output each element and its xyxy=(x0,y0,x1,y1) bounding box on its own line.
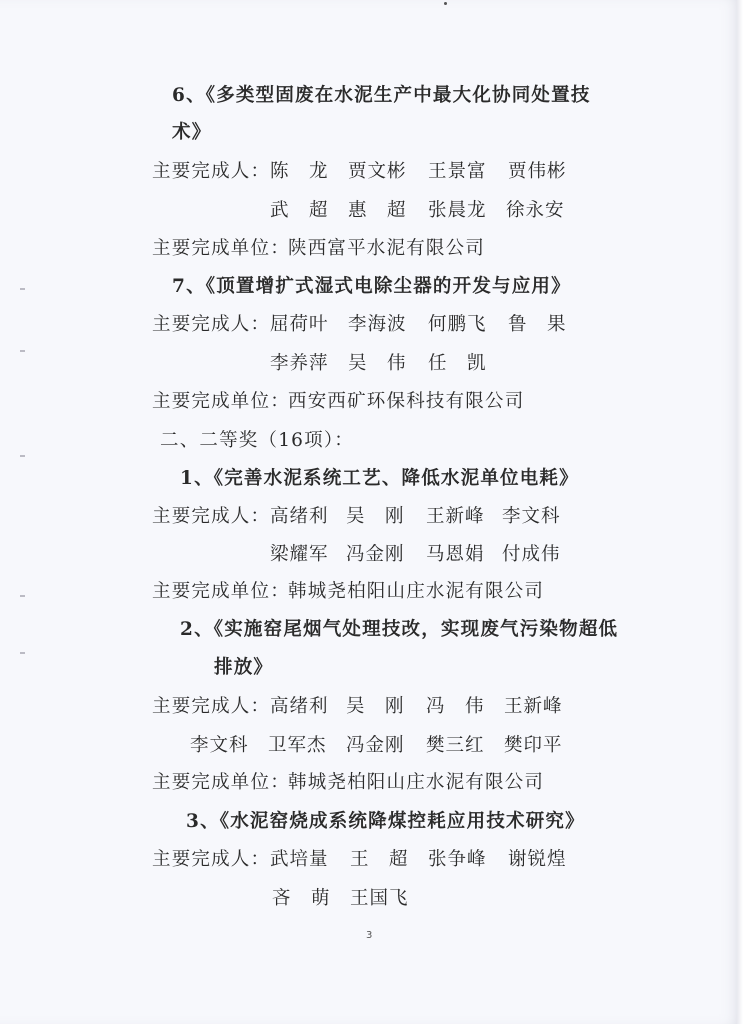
item-6-person: 贾伟彬 xyxy=(508,161,567,182)
second-item-1-person: 吴 刚 xyxy=(346,506,405,527)
page-edge-shadow xyxy=(737,0,743,1024)
punch-mark xyxy=(20,652,25,654)
second-item-2-person: 高绪利 xyxy=(270,696,329,717)
second-item-1-person: 李文科 xyxy=(502,506,561,527)
item-7-person: 吴 伟 xyxy=(348,353,407,374)
second-item-3-person: 王国飞 xyxy=(350,888,409,909)
second-item-3-person: 武培量 xyxy=(270,849,329,870)
second-item-2-people-label: 主要完成人： xyxy=(152,696,271,717)
second-item-1-person: 高绪利 xyxy=(270,506,329,527)
second-item-2-title-line2: 排放》 xyxy=(214,657,274,678)
item-6-person: 徐永安 xyxy=(506,200,565,221)
item-6-person: 贾文彬 xyxy=(348,161,407,182)
item-7-title: 7、《顶置增扩式湿式电除尘器的开发与应用》 xyxy=(172,276,571,297)
second-item-3-person: 谢锐煌 xyxy=(508,849,567,870)
second-item-2-person: 吴 刚 xyxy=(346,696,405,717)
punch-mark xyxy=(20,595,25,597)
second-item-2-title-line1: 2、《实施窑尾烟气处理技改，实现废气污染物超低 xyxy=(180,619,619,640)
item-7-people-label: 主要完成人： xyxy=(152,314,271,335)
punch-mark xyxy=(20,350,25,352)
item-7-person: 李海波 xyxy=(348,314,407,335)
item-6-unit: 陕西富平水泥有限公司 xyxy=(288,238,486,259)
second-item-1-title: 1、《完善水泥系统工艺、降低水泥单位电耗》 xyxy=(180,468,579,489)
scan-speck xyxy=(444,2,447,5)
item-7-person: 屈荷叶 xyxy=(270,314,329,335)
second-item-2-person: 樊三红 xyxy=(426,735,485,756)
second-item-2-person: 王新峰 xyxy=(504,696,563,717)
item-6-title-line2: 术》 xyxy=(172,122,212,143)
item-6-people-label: 主要完成人： xyxy=(152,161,271,182)
second-item-3-people-label: 主要完成人： xyxy=(152,849,271,870)
item-6-person: 王景富 xyxy=(428,161,487,182)
second-item-1-person: 梁耀军 xyxy=(270,544,329,565)
second-item-1-people-label: 主要完成人： xyxy=(152,506,271,527)
second-item-1-person: 冯金刚 xyxy=(346,544,405,565)
item-7-person: 任 凯 xyxy=(428,353,487,374)
second-item-2-person: 冯 伟 xyxy=(426,696,485,717)
second-item-3-person: 吝 萌 xyxy=(272,888,331,909)
item-6-person: 惠 超 xyxy=(348,200,407,221)
punch-mark xyxy=(20,288,25,290)
second-item-1-unit-label: 主要完成单位： xyxy=(152,581,290,602)
second-item-3-title: 3、《水泥窑烧成系统降煤控耗应用技术研究》 xyxy=(186,811,585,832)
second-item-2-person: 卫军杰 xyxy=(268,735,327,756)
second-item-2-unit: 韩城尧柏阳山庄水泥有限公司 xyxy=(288,772,545,793)
second-item-3-person: 张争峰 xyxy=(428,849,487,870)
second-item-2-person: 冯金刚 xyxy=(346,735,405,756)
item-6-title-line1: 6、《多类型固废在水泥生产中最大化协同处置技 xyxy=(172,85,591,106)
item-6-person: 武 超 xyxy=(270,200,329,221)
item-7-unit: 西安西矿环保科技有限公司 xyxy=(288,391,525,412)
second-item-1-person: 付成伟 xyxy=(502,544,561,565)
second-item-2-person: 李文科 xyxy=(190,735,249,756)
item-6-person: 陈 龙 xyxy=(270,161,329,182)
item-7-person: 鲁 果 xyxy=(508,314,567,335)
punch-mark xyxy=(20,455,25,457)
item-6-unit-label: 主要完成单位： xyxy=(152,238,290,259)
page-number: 3 xyxy=(366,930,373,941)
second-item-2-unit-label: 主要完成单位： xyxy=(152,772,290,793)
second-item-1-unit: 韩城尧柏阳山庄水泥有限公司 xyxy=(288,581,545,602)
second-item-2-person: 樊印平 xyxy=(504,735,563,756)
second-item-1-person: 王新峰 xyxy=(426,506,485,527)
item-7-person: 何鹏飞 xyxy=(428,314,487,335)
second-item-1-person: 马恩娟 xyxy=(426,544,485,565)
item-6-person: 张晨龙 xyxy=(428,200,487,221)
section-heading-second-prize: 二、二等奖（16项）： xyxy=(160,430,354,451)
second-item-3-person: 王 超 xyxy=(350,849,409,870)
item-7-person: 李养萍 xyxy=(270,353,329,374)
item-7-unit-label: 主要完成单位： xyxy=(152,391,290,412)
